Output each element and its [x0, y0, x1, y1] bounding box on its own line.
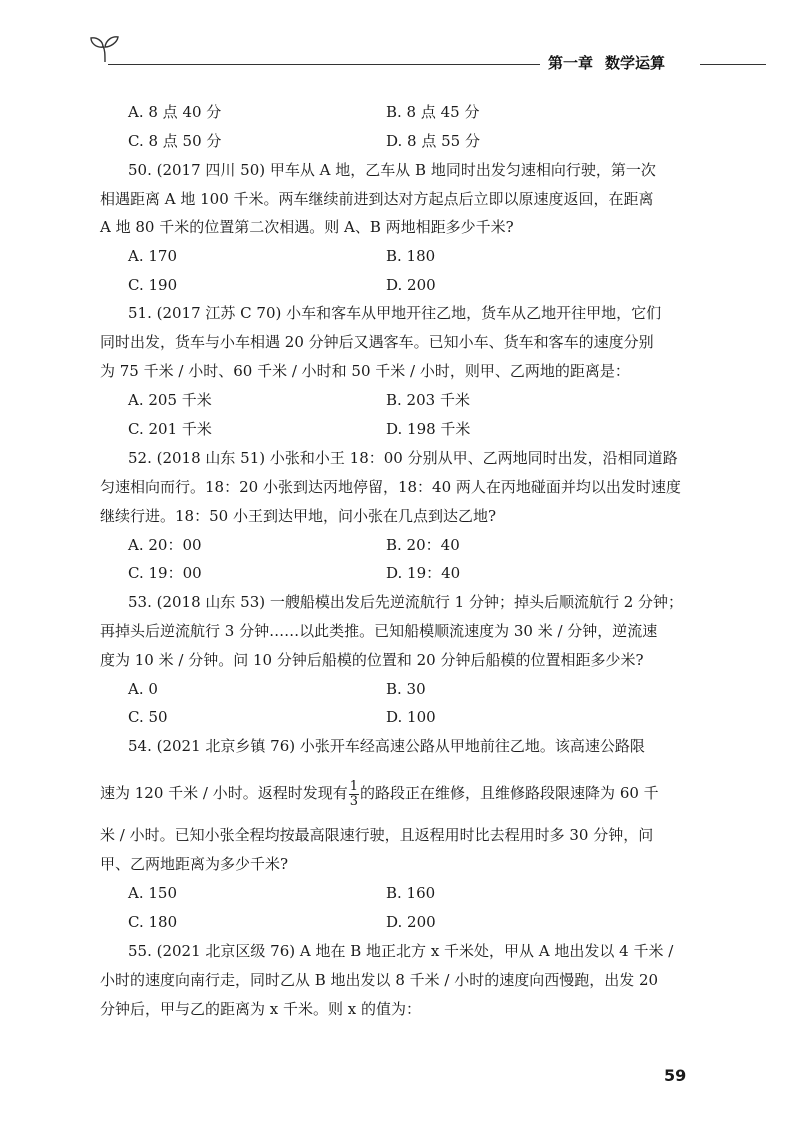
- q49-option-b: B. 8 点 45 分: [386, 103, 480, 121]
- chapter-heading: [548, 52, 677, 73]
- page-header: [0, 0, 800, 90]
- page-number: 59: [664, 1066, 687, 1085]
- sprout-icon: [88, 34, 122, 64]
- q50-line-1: 50. (2017 四川 50) 甲车从 A 地，乙车从 B 地同时出发匀速相向行驶，第一次: [128, 161, 656, 179]
- q55-line-2: 小时的速度向南行走，同时乙从 B 地出发以 8 千米 / 小时的速度向西慢跑，出发 20: [100, 971, 659, 989]
- chapter-number: 第一章: [548, 54, 594, 72]
- q50-line-3: A 地 80 千米的位置第二次相遇。则 A、B 两地相距多少千米?: [100, 218, 514, 236]
- q53-option-c: C. 50: [128, 708, 168, 726]
- q53-line-1: 53. (2018 山东 53) 一艘船模出发后先逆流航行 1 分钟；掉头后顺流航行 2 分钟；: [128, 593, 684, 611]
- q52-line-3: 继续行进。18：50 小王到达甲地，问小张在几点到达乙地?: [100, 507, 496, 525]
- q54-option-c: C. 180: [128, 913, 178, 931]
- q51-line-1: 51. (2017 江苏 C 70) 小车和客车从甲地开往乙地，货车从乙地开往甲地，它们: [128, 304, 662, 322]
- q54-line-4: 甲、乙两地距离为多少千米?: [100, 855, 289, 873]
- q51-line-3: 为 75 千米 / 小时、60 千米 / 小时和 50 千米 / 小时，则甲、乙两地的距离是：: [100, 362, 630, 380]
- header-rule-right: [700, 64, 766, 65]
- fraction-denominator: 3: [349, 793, 359, 809]
- q54-line-2-pre: 速为 120 千米 / 小时。返程时发现有: [100, 784, 348, 802]
- q49-option-c: C. 8 点 50 分: [128, 132, 222, 150]
- q54-line-3: 米 / 小时。已知小张全程均按最高限速行驶，且返程用时比去程用时多 30 分钟，问: [100, 826, 654, 844]
- q52-line-2: 匀速相向而行。18：20 小张到达丙地停留，18：40 两人在丙地碰面并均以出发时速度: [100, 478, 681, 496]
- q50-option-c: C. 190: [128, 276, 178, 294]
- q53-line-2: 再掉头后逆流航行 3 分钟……以此类推。已知船模顺流速度为 30 米 / 分钟，逆流速: [100, 622, 658, 640]
- q54-line-2-post: 的路段正在维修，且维修路段限速降为 60 千: [360, 784, 659, 802]
- q50-line-2: 相遇距离 A 地 100 千米。两车继续前进到达对方起点后立即以原速度返回，在距离: [100, 190, 654, 208]
- q54-line-1: 54. (2021 北京乡镇 76) 小张开车经高速公路从甲地前往乙地。该高速公路限: [128, 737, 645, 755]
- q55-line-1: 55. (2021 北京区级 76) A 地在 B 地正北方 x 千米处，甲从 A 地出发以 4 千米 /: [128, 942, 674, 960]
- q54-option-a: A. 150: [128, 884, 177, 902]
- q54-option-b: B. 160: [386, 884, 436, 902]
- q52-option-a: A. 20：00: [128, 536, 202, 554]
- q51-line-2: 同时出发，货车与小车相遇 20 分钟后又遇客车。已知小车、货车和客车的速度分别: [100, 333, 654, 351]
- q50-option-b: B. 180: [386, 247, 436, 265]
- q54-option-d: D. 200: [386, 913, 436, 931]
- q51-option-d: D. 198 千米: [386, 420, 471, 438]
- fraction-numerator: 1: [349, 778, 359, 794]
- q52-option-b: B. 20：40: [386, 536, 460, 554]
- q50-option-a: A. 170: [128, 247, 177, 265]
- q53-line-3: 度为 10 米 / 分钟。问 10 分钟后船模的位置和 20 分钟后船模的位置相距多少米?: [100, 651, 644, 669]
- q54-line-2: [100, 776, 700, 810]
- q52-option-c: C. 19：00: [128, 564, 202, 582]
- q55-line-3: 分钟后，甲与乙的距离为 x 千米。则 x 的值为：: [100, 1000, 421, 1018]
- q53-option-d: D. 100: [386, 708, 436, 726]
- q53-option-a: A. 0: [128, 680, 158, 698]
- q49-option-a: A. 8 点 40 分: [128, 103, 222, 121]
- q52-option-d: D. 19：40: [386, 564, 461, 582]
- q53-option-b: B. 30: [386, 680, 426, 698]
- fraction-one-third: [349, 780, 359, 809]
- q50-option-d: D. 200: [386, 276, 436, 294]
- q51-option-a: A. 205 千米: [128, 391, 212, 409]
- q51-option-b: B. 203 千米: [386, 391, 470, 409]
- q52-line-1: 52. (2018 山东 51) 小张和小王 18：00 分别从甲、乙两地同时出发，沿相同道路: [128, 449, 678, 467]
- q49-option-d: D. 8 点 55 分: [386, 132, 480, 150]
- header-rule-left: [108, 64, 540, 65]
- q51-option-c: C. 201 千米: [128, 420, 212, 438]
- chapter-title: 数学运算: [605, 54, 666, 72]
